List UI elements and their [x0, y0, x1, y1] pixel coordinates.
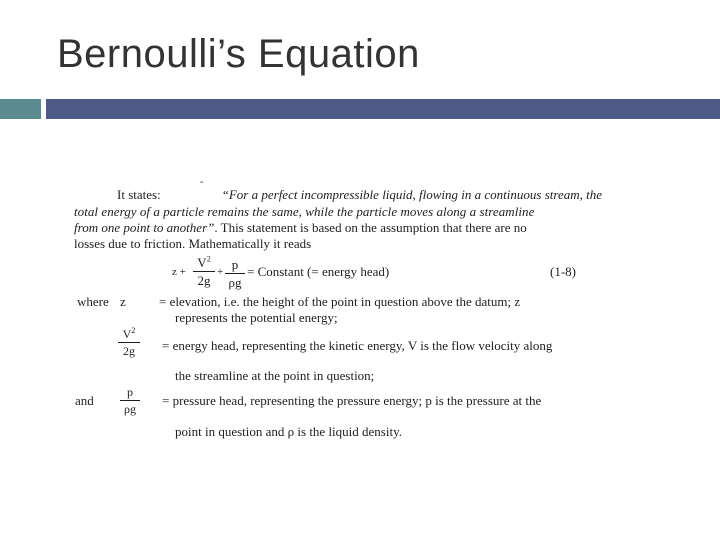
pressure-head-definition-line-2: point in question and ρ is the liquid density. [175, 424, 402, 439]
def-v-exp: 2 [131, 326, 136, 335]
velocity-head-definition-line-2: the streamline at the point in question; [175, 368, 375, 383]
equation-v: V [197, 255, 207, 270]
equation-2g: 2g [197, 273, 211, 288]
pressure-head-fraction [120, 386, 140, 415]
z-definition-text-1: = elevation, i.e. the height of the point in question above the datum; z [159, 294, 521, 309]
equation-pressure-fraction [225, 258, 245, 289]
z-definition-line-1 [159, 294, 602, 310]
z-definition-line-2: represents the potential energy; [175, 310, 338, 325]
equation-v-exp: 2 [206, 254, 211, 264]
velocity-head-fraction [118, 328, 140, 357]
intro-line-3-rest: . This statement is based on the assumption that there are no [214, 220, 527, 235]
where-label: where [77, 294, 109, 309]
intro-line-4: losses due to friction. Mathematically it reads [74, 236, 312, 251]
def-2g: 2g [123, 344, 135, 358]
def-p: p [127, 385, 133, 399]
intro-quote-2: from one point to another” [74, 220, 215, 235]
pressure-head-definition-line-1: = pressure head, representing the pressure energy; p is the pressure at the [162, 393, 542, 408]
and-label: and [75, 393, 94, 408]
intro-line-3 [74, 220, 602, 236]
equation-rho-g: ρg [228, 275, 242, 290]
velocity-head-definition-line-1: = energy head, representing the kinetic energy, V is the flow velocity along [162, 338, 553, 353]
intro-line-2: total energy of a particle remains the same, while the particle moves along a streamline [74, 204, 535, 219]
stray-mark: ˆ [200, 181, 204, 192]
equation-z-plus: z + [172, 266, 186, 278]
equation-number: (1-8) [550, 264, 576, 279]
equation-velocity-fraction [193, 256, 215, 287]
intro-line-1 [117, 187, 602, 203]
equation-plus: + [217, 266, 224, 278]
intro-quote-1: “For a perfect incompressible liquid, flowing in a continuous stream, the [221, 187, 602, 202]
z-symbol: z [120, 294, 126, 309]
intro-lead: It states: [117, 187, 161, 202]
def-v: V [122, 327, 132, 341]
def-rho-g: ρg [124, 402, 136, 416]
equation-p: p [231, 257, 239, 272]
equation-rhs: = Constant (= energy head) [247, 264, 390, 279]
slide-title: Bernoulli’s Equation [57, 32, 420, 76]
